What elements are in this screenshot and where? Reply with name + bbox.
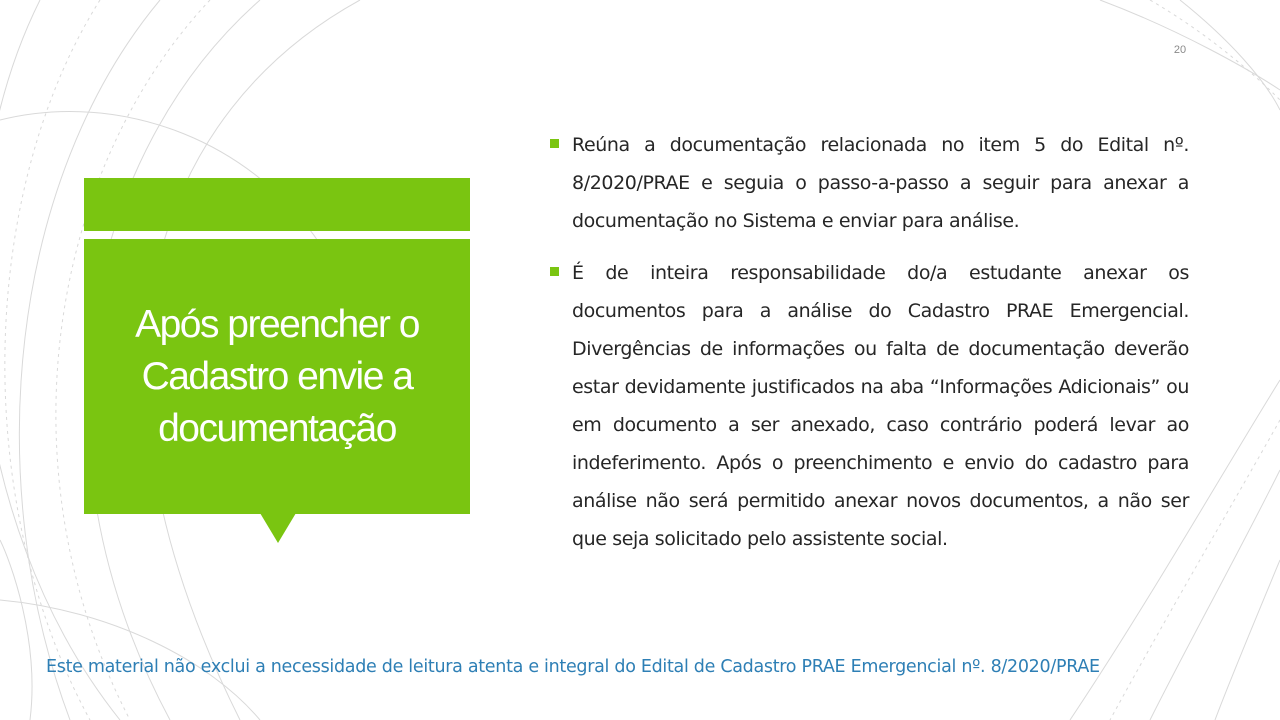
bullet-text: Reúna a documentação relacionada no item 5 do Edital nº. 8/2020/PRAE e seguia o passo-a-passo a seguir para anexar a documentação no Sistema e enviar para análise.	[572, 134, 1189, 232]
title-box	[84, 239, 470, 514]
bullet-item	[548, 254, 1189, 558]
page-number: 20	[1173, 44, 1187, 56]
bullet-text: É de inteira responsabilidade do/a estudante anexar os documentos para a análise do Cadastro PRAE Emergencial. Divergências de informações ou falta de documentação deverão estar devidamente justificados na aba “Informações Adicionais” ou em documento a ser anexado, caso contrário poderá levar ao indeferimento. Após o preenchimento e envio do cadastro para análise não será permitido anexar novos documentos, a não ser que seja solicitado pelo assistente social.	[572, 262, 1189, 550]
bullet-list	[548, 126, 1189, 572]
title-accent-band	[84, 178, 470, 231]
footer-note: Este material não exclui a necessidade de leitura atenta e integral do Edital de Cadastro PRAE Emergencial nº. 8/2020/PRAE	[46, 657, 1100, 677]
bullet-square-icon	[550, 139, 559, 148]
slide-title: Após preencher o Cadastro envie a documentação	[135, 302, 419, 450]
bullet-square-icon	[550, 267, 559, 276]
bullet-item	[548, 126, 1189, 240]
title-pointer-triangle	[260, 513, 296, 543]
